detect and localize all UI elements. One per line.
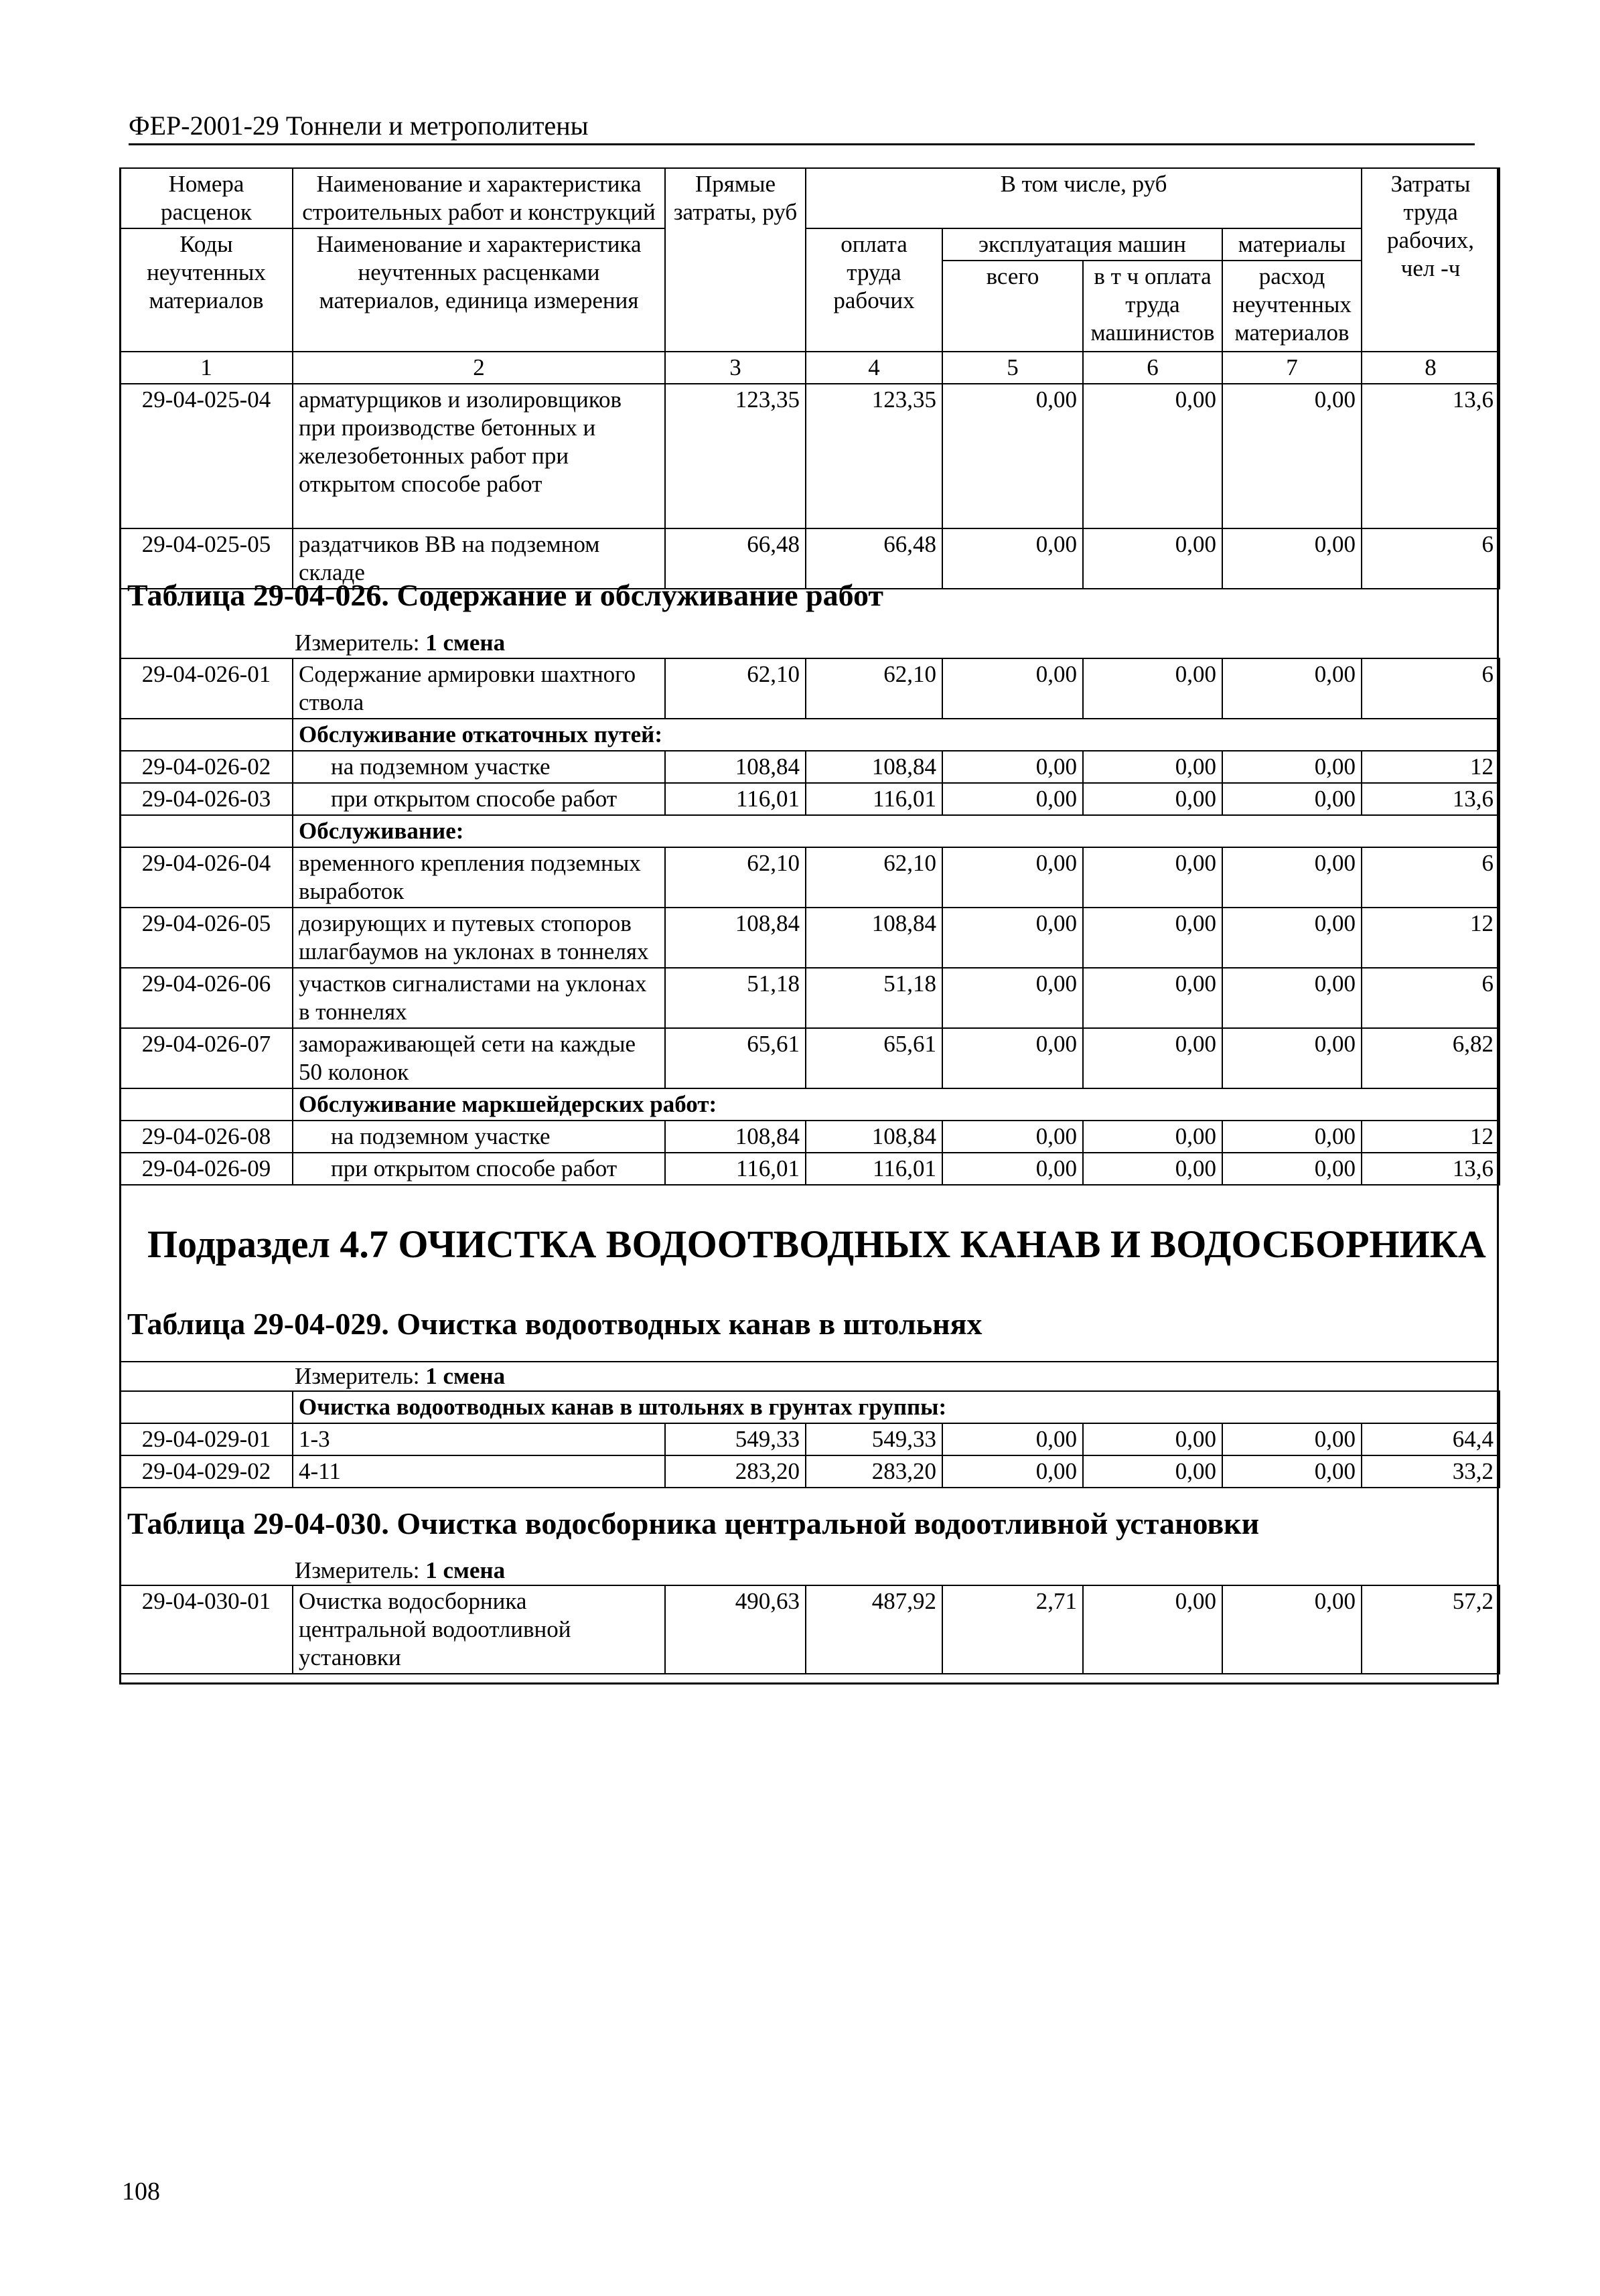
machine-labor-cost: 0,00 <box>1083 658 1222 719</box>
machine-cost: 0,00 <box>942 783 1083 815</box>
page-header: ФЕР-2001-29 Тоннели и метрополитены <box>129 111 1475 145</box>
machine-cost: 0,00 <box>942 658 1083 719</box>
direct-cost: 66,48 <box>665 528 806 589</box>
col-header-material-name: Наименование и характеристика неучтенных расценками материалов, единица измерения <box>293 228 665 352</box>
machine-labor-cost: 0,00 <box>1083 783 1222 815</box>
subheading: Обслуживание откаточных путей: <box>293 719 1500 751</box>
machine-labor-cost: 0,00 <box>1083 1153 1222 1185</box>
col-header-mach-labor: в т ч оплата труда машинистов <box>1083 261 1222 352</box>
machine-labor-cost: 0,00 <box>1083 1121 1222 1153</box>
col-number: 8 <box>1362 352 1500 384</box>
labor-hours: 64,4 <box>1362 1423 1500 1455</box>
table-026-meter <box>295 630 505 656</box>
meter-label: Измеритель: <box>295 1557 420 1583</box>
labor-hours: 33,2 <box>1362 1455 1500 1488</box>
rate-code: 29-04-025-05 <box>120 528 293 589</box>
rate-name: замораживающей сети на каждые 50 колонок <box>293 1028 665 1088</box>
divider <box>119 1361 1499 1362</box>
labor-hours: 6 <box>1362 847 1500 908</box>
direct-cost: 65,61 <box>665 1028 806 1088</box>
machine-labor-cost: 0,00 <box>1083 1423 1222 1455</box>
machine-labor-cost: 0,00 <box>1083 751 1222 783</box>
rate-name: Очистка водосборника центральной водоотливной установки <box>293 1585 665 1674</box>
labor-hours: 6 <box>1362 968 1500 1028</box>
rate-code: 29-04-026-06 <box>120 968 293 1028</box>
direct-cost: 490,63 <box>665 1585 806 1674</box>
machine-labor-cost: 0,00 <box>1083 384 1222 528</box>
machine-cost: 0,00 <box>942 1121 1083 1153</box>
machine-cost: 0,00 <box>942 1455 1083 1488</box>
material-cost: 0,00 <box>1222 1153 1362 1185</box>
rate-code: 29-04-025-04 <box>120 384 293 528</box>
rate-code: 29-04-029-01 <box>120 1423 293 1455</box>
col-header-labor: оплата труда рабочих <box>806 228 942 352</box>
rate-code: 29-04-026-09 <box>120 1153 293 1185</box>
material-cost: 0,00 <box>1222 847 1362 908</box>
meter-value: 1 смена <box>425 630 506 656</box>
table-row <box>120 658 1500 719</box>
meter-value: 1 смена <box>425 1363 506 1389</box>
rate-name: на подземном участке <box>293 1121 665 1153</box>
subheading: Очистка водоотводных канав в штольнях в грунтах группы: <box>293 1391 1500 1423</box>
labor-cost: 108,84 <box>806 1121 942 1153</box>
rate-code: 29-04-026-02 <box>120 751 293 783</box>
rate-name: 4-11 <box>293 1455 665 1488</box>
rate-name: Содержание армировки шахтного ствола <box>293 658 665 719</box>
direct-cost: 108,84 <box>665 1121 806 1153</box>
subheading-spacer <box>120 1391 293 1423</box>
col-number: 1 <box>120 352 293 384</box>
direct-cost: 62,10 <box>665 847 806 908</box>
subheading: Обслуживание: <box>293 815 1500 847</box>
col-header-machines: эксплуатация машин <box>942 228 1222 261</box>
material-cost: 0,00 <box>1222 783 1362 815</box>
table-026-title: Таблица 29-04-026. Содержание и обслуживание работ <box>127 578 883 612</box>
rate-name: раздатчиков ВВ на подземном складе <box>293 528 665 589</box>
material-cost: 0,00 <box>1222 908 1362 968</box>
labor-cost: 62,10 <box>806 658 942 719</box>
col-number: 3 <box>665 352 806 384</box>
machine-labor-cost: 0,00 <box>1083 1028 1222 1088</box>
machine-labor-cost: 0,00 <box>1083 847 1222 908</box>
table-030-meter <box>295 1557 505 1584</box>
machine-labor-cost: 0,00 <box>1083 908 1222 968</box>
table-row <box>120 751 1500 783</box>
labor-hours: 13,6 <box>1362 1153 1500 1185</box>
labor-cost: 123,35 <box>806 384 942 528</box>
material-cost: 0,00 <box>1222 1423 1362 1455</box>
table-row <box>120 1423 1500 1455</box>
labor-hours: 13,6 <box>1362 783 1500 815</box>
machine-cost: 0,00 <box>942 968 1083 1028</box>
rate-code: 29-04-026-07 <box>120 1028 293 1088</box>
col-number: 6 <box>1083 352 1222 384</box>
labor-hours: 6,82 <box>1362 1028 1500 1088</box>
machine-cost: 2,71 <box>942 1585 1083 1674</box>
machine-cost: 0,00 <box>942 1153 1083 1185</box>
direct-cost: 123,35 <box>665 384 806 528</box>
table-row <box>120 1028 1500 1088</box>
col-header-name: Наименование и характеристика строительных работ и конструкций <box>293 168 665 228</box>
machine-labor-cost: 0,00 <box>1083 1455 1222 1488</box>
direct-cost: 51,18 <box>665 968 806 1028</box>
table-row <box>120 847 1500 908</box>
rate-name: при открытом способе работ <box>293 1153 665 1185</box>
col-header-mach-total: всего <box>942 261 1083 352</box>
material-cost: 0,00 <box>1222 1455 1362 1488</box>
labor-cost: 62,10 <box>806 847 942 908</box>
col-number: 7 <box>1222 352 1362 384</box>
labor-hours: 6 <box>1362 658 1500 719</box>
table-row <box>120 1455 1500 1488</box>
rate-name: при открытом способе работ <box>293 783 665 815</box>
table-029 <box>119 1390 1500 1488</box>
table-029-meter <box>295 1363 505 1390</box>
machine-cost: 0,00 <box>942 847 1083 908</box>
machine-cost: 0,00 <box>942 1423 1083 1455</box>
labor-hours: 57,2 <box>1362 1585 1500 1674</box>
machine-labor-cost: 0,00 <box>1083 968 1222 1028</box>
machine-labor-cost: 0,00 <box>1083 1585 1222 1674</box>
table-row <box>120 968 1500 1028</box>
material-cost: 0,00 <box>1222 1028 1362 1088</box>
rate-name: дозирующих и путевых стопоров шлагбаумов на уклонах в тоннелях <box>293 908 665 968</box>
rate-code: 29-04-026-04 <box>120 847 293 908</box>
labor-hours: 6 <box>1362 528 1500 589</box>
material-cost: 0,00 <box>1222 1585 1362 1674</box>
col-header-incl: В том числе, руб <box>806 168 1362 228</box>
labor-cost: 116,01 <box>806 783 942 815</box>
rate-name: участков сигналистами на уклонах в тоннелях <box>293 968 665 1028</box>
table-row <box>120 384 1500 528</box>
rate-code: 29-04-026-05 <box>120 908 293 968</box>
page-number: 108 <box>122 2177 160 2206</box>
direct-cost: 283,20 <box>665 1455 806 1488</box>
machine-cost: 0,00 <box>942 528 1083 589</box>
col-number: 5 <box>942 352 1083 384</box>
rate-code: 29-04-030-01 <box>120 1585 293 1674</box>
material-cost: 0,00 <box>1222 384 1362 528</box>
rates-table-header <box>119 167 1500 589</box>
material-cost: 0,00 <box>1222 658 1362 719</box>
labor-cost: 549,33 <box>806 1423 942 1455</box>
meter-label: Измеритель: <box>295 1363 420 1389</box>
labor-cost: 116,01 <box>806 1153 942 1185</box>
col-number: 2 <box>293 352 665 384</box>
labor-cost: 283,20 <box>806 1455 942 1488</box>
labor-hours: 12 <box>1362 1121 1500 1153</box>
table-029-title: Таблица 29-04-029. Очистка водоотводных канав в штольнях <box>127 1307 983 1341</box>
direct-cost: 549,33 <box>665 1423 806 1455</box>
direct-cost: 62,10 <box>665 658 806 719</box>
rate-name: временного крепления подземных выработок <box>293 847 665 908</box>
rate-code: 29-04-029-02 <box>120 1455 293 1488</box>
direct-cost: 116,01 <box>665 1153 806 1185</box>
labor-cost: 65,61 <box>806 1028 942 1088</box>
table-row <box>120 1153 1500 1185</box>
machine-cost: 0,00 <box>942 1028 1083 1088</box>
table-row <box>120 783 1500 815</box>
col-number: 4 <box>806 352 942 384</box>
rate-name: арматурщиков и изолировщиков при производстве бетонных и железобетонных работ при открытом способе работ <box>293 384 665 528</box>
subheading-spacer <box>120 1088 293 1121</box>
table-row <box>120 1121 1500 1153</box>
rate-code: 29-04-026-03 <box>120 783 293 815</box>
labor-cost: 51,18 <box>806 968 942 1028</box>
col-header-mat-usage: расход неучтенных материалов <box>1222 261 1362 352</box>
direct-cost: 108,84 <box>665 908 806 968</box>
direct-cost: 108,84 <box>665 751 806 783</box>
col-header-material-codes: Коды неучтенных материалов <box>120 228 293 352</box>
labor-hours: 13,6 <box>1362 384 1500 528</box>
material-cost: 0,00 <box>1222 1121 1362 1153</box>
labor-cost: 66,48 <box>806 528 942 589</box>
col-header-hours: Затраты труда рабочих, чел -ч <box>1362 168 1500 352</box>
table-row <box>120 1585 1500 1674</box>
col-header-codes: Номера расценок <box>120 168 293 228</box>
table-026 <box>119 658 1500 1186</box>
rate-code: 29-04-026-08 <box>120 1121 293 1153</box>
rate-name: 1-3 <box>293 1423 665 1455</box>
col-header-direct: Прямые затраты, руб <box>665 168 806 352</box>
material-cost: 0,00 <box>1222 751 1362 783</box>
labor-cost: 487,92 <box>806 1585 942 1674</box>
direct-cost: 116,01 <box>665 783 806 815</box>
subheading-spacer <box>120 719 293 751</box>
labor-cost: 108,84 <box>806 751 942 783</box>
subheading: Обслуживание маркшейдерских работ: <box>293 1088 1500 1121</box>
rate-name: на подземном участке <box>293 751 665 783</box>
material-cost: 0,00 <box>1222 528 1362 589</box>
material-cost: 0,00 <box>1222 968 1362 1028</box>
table-row <box>120 908 1500 968</box>
table-030-title: Таблица 29-04-030. Очистка водосборника центральной водоотливной установки <box>127 1506 1260 1540</box>
labor-hours: 12 <box>1362 751 1500 783</box>
machine-cost: 0,00 <box>942 751 1083 783</box>
section-title: Подраздел 4.7 ОЧИСТКА ВОДООТВОДНЫХ КАНАВ И ВОДОСБОРНИКА <box>147 1222 1486 1266</box>
machine-labor-cost: 0,00 <box>1083 528 1222 589</box>
table-030 <box>119 1585 1500 1674</box>
machine-cost: 0,00 <box>942 384 1083 528</box>
machine-cost: 0,00 <box>942 908 1083 968</box>
meter-label: Измеритель: <box>295 630 420 656</box>
labor-hours: 12 <box>1362 908 1500 968</box>
subheading-spacer <box>120 815 293 847</box>
meter-value: 1 смена <box>425 1557 506 1583</box>
rate-code: 29-04-026-01 <box>120 658 293 719</box>
col-header-materials: материалы <box>1222 228 1362 261</box>
labor-cost: 108,84 <box>806 908 942 968</box>
